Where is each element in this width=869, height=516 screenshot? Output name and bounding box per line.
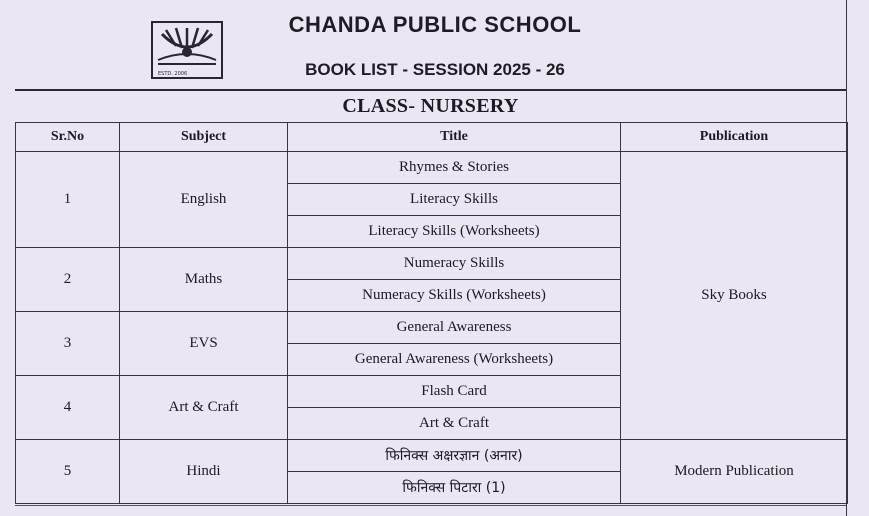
subject-cell: EVS — [120, 312, 288, 376]
header-divider — [15, 89, 846, 91]
subject-cell: Maths — [120, 248, 288, 312]
title-cell: General Awareness — [288, 312, 621, 344]
title-cell: Literacy Skills (Worksheets) — [288, 216, 621, 248]
subject-cell: Hindi — [120, 440, 288, 504]
sr-no-cell: 1 — [16, 152, 120, 248]
title-cell: Numeracy Skills (Worksheets) — [288, 280, 621, 312]
sr-no-cell: 2 — [16, 248, 120, 312]
publication-cell: Sky Books — [621, 152, 848, 440]
sr-no-cell: 5 — [16, 440, 120, 504]
title-cell: Literacy Skills — [288, 184, 621, 216]
page-header — [0, 0, 846, 90]
column-header-publication: Publication — [621, 123, 848, 152]
class-title: CLASS- NURSERY — [342, 95, 519, 117]
column-header-subject: Subject — [120, 123, 288, 152]
title-cell: Flash Card — [288, 376, 621, 408]
sr-no-cell: 3 — [16, 312, 120, 376]
subject-cell: English — [120, 152, 288, 248]
subject-cell: Art & Craft — [120, 376, 288, 440]
bottom-divider — [15, 505, 846, 506]
title-cell: फिनिक्स पिटारा (1) — [288, 472, 621, 504]
title-cell: Art & Craft — [288, 408, 621, 440]
table-row — [16, 440, 848, 472]
logo-est-text: ESTD. 2006 — [158, 71, 188, 77]
school-name: CHANDA PUBLIC SCHOOL — [288, 12, 582, 37]
title-cell: General Awareness (Worksheets) — [288, 344, 621, 376]
column-header-title: Title — [288, 123, 621, 152]
title-cell: Numeracy Skills — [288, 248, 621, 280]
title-cell: Rhymes & Stories — [288, 152, 621, 184]
title-cell: फिनिक्स अक्षरज्ञान (अनार) — [288, 440, 621, 472]
school-logo — [150, 20, 224, 80]
table-header-row — [16, 123, 848, 152]
book-list-table — [15, 122, 848, 504]
sr-no-cell: 4 — [16, 376, 120, 440]
publication-cell: Modern Publication — [621, 440, 848, 504]
column-header-srno: Sr.No — [16, 123, 120, 152]
book-list-heading: BOOK LIST - SESSION 2025 - 26 — [305, 60, 565, 79]
table-row — [16, 152, 848, 184]
